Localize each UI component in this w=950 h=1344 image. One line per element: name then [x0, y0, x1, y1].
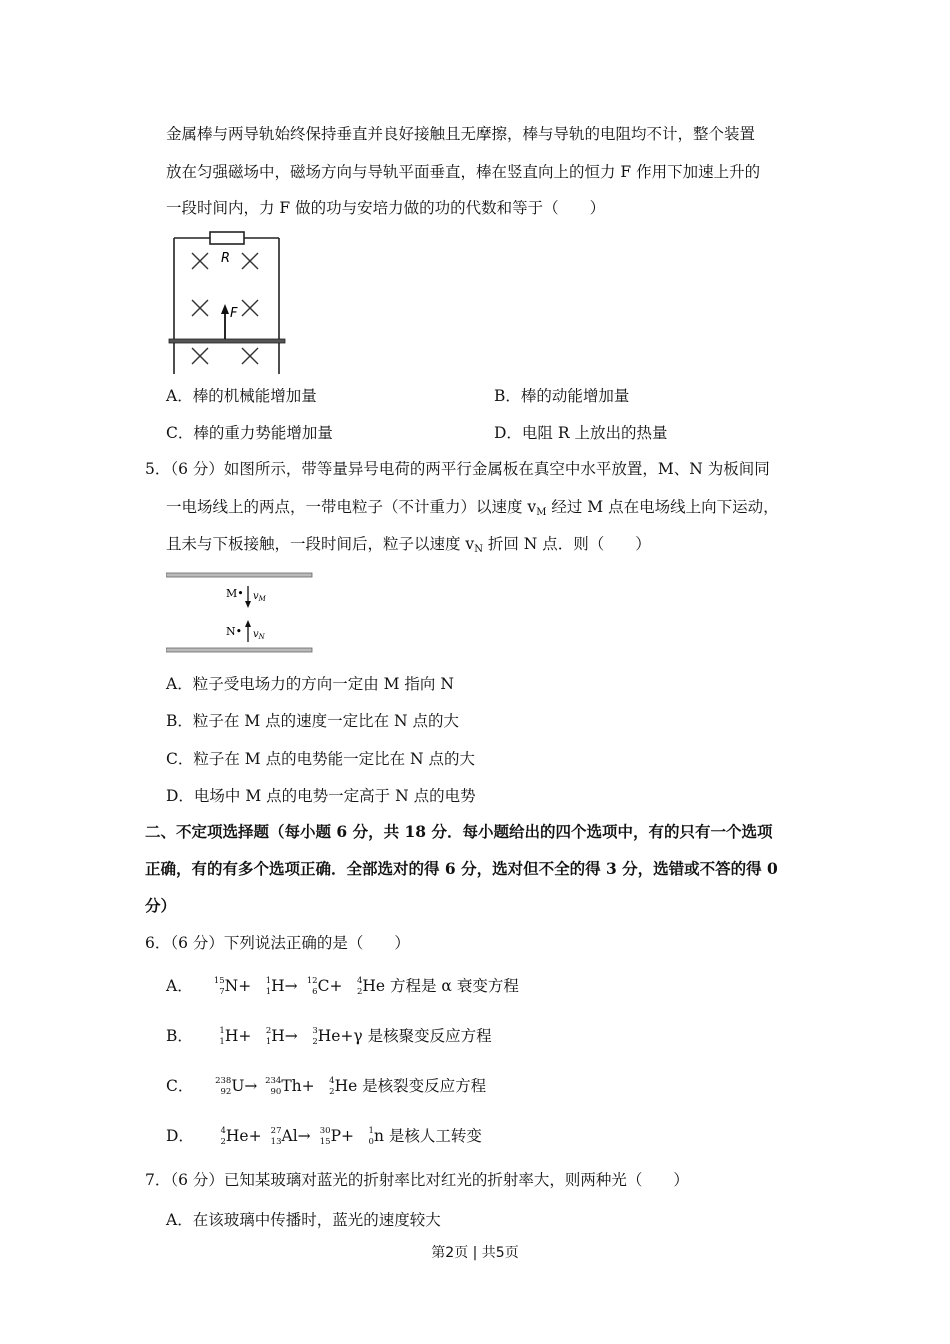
q4-option-d[interactable]: D．电阻 R 上放出的热量	[494, 424, 668, 442]
v-m-label: $v_M$	[253, 591, 266, 603]
q5-option-d[interactable]: D．电场中 M 点的电势一定高于 N 点的电势	[166, 787, 476, 805]
page-footer: 第2页 | 共5页	[431, 1245, 519, 1261]
q6-option-d[interactable]: D． 4 2 He+ 27 13 Al→ 30 15 P+ 1 0 n 是核人工转变	[166, 1126, 482, 1147]
resistor-label: R	[221, 251, 231, 266]
q7-option-a[interactable]: A．在该玻璃中传播时，蓝光的速度较大	[166, 1211, 441, 1229]
q4-option-c[interactable]: C．棒的重力势能增加量	[166, 424, 333, 442]
section2-heading-line-3: 分）	[145, 896, 177, 915]
q6-stem: 6．（6 分）下列说法正确的是（ ）	[145, 934, 410, 952]
q4-option-a[interactable]: A．棒的机械能增加量	[166, 387, 317, 405]
q4-circuit-figure	[166, 228, 288, 376]
q4-line-2: 放在匀强磁场中，磁场方向与导轨平面垂直，棒在竖直向上的恒力 F 作用下加速上升的	[166, 163, 761, 181]
resistor-icon	[210, 232, 244, 244]
upper-plate	[166, 573, 312, 577]
n-point-label: N•	[226, 625, 243, 638]
q5-option-b[interactable]: B．粒子在 M 点的速度一定比在 N 点的大	[166, 712, 460, 730]
m-point-label: M•	[226, 587, 244, 600]
q6-option-b[interactable]: B． 1 1 H+ 2 1 H→ 3 2 He+γ 是核聚变反应方程	[166, 1026, 492, 1047]
lower-plate	[166, 648, 312, 652]
section2-heading-line-2: 正确，有的有多个选项正确．全部选对的得 6 分，选对但不全的得 3 分，选错或不答的得 0	[145, 859, 778, 878]
q4-line-3: 一段时间内，力 F 做的功与安培力做的功的代数和等于（ ）	[166, 199, 606, 217]
q6-option-a[interactable]: A． 15 7 N+ 1 1 H→ 12 6 C+ 4 2 He 方程是 α 衰变方程	[166, 976, 519, 997]
q5-line-2: 一电场线上的两点，一带电粒子（不计重力）以速度 $v_M$ 经过 M 点在电场线上向下运动，	[166, 498, 779, 518]
v-n-arrow-icon	[245, 620, 251, 627]
q6-option-c[interactable]: C． 238 92 U→ 234 90 Th+ 4 2 He 是核裂变反应方程	[166, 1076, 487, 1097]
q5-option-a[interactable]: A．粒子受电场力的方向一定由 M 指向 N	[166, 675, 454, 693]
v-m-arrow-icon	[245, 601, 251, 608]
q5-plates-figure	[166, 570, 316, 656]
q4-line-1: 金属棒与两导轨始终保持垂直并良好接触且无摩擦，棒与导轨的电阻均不计，整个装置	[166, 125, 756, 143]
metal-rod	[169, 339, 285, 343]
force-arrow-icon	[221, 304, 229, 314]
q5-line-3: 且未与下板接触，一段时间后，粒子以速度 $v_N$ 折回 N 点．则（ ）	[166, 535, 651, 555]
q5-line-1: 5．（6 分）如图所示，带等量异号电荷的两平行金属板在真空中水平放置，M、N 为板间同	[145, 460, 770, 478]
q5-option-c[interactable]: C．粒子在 M 点的电势能一定比在 N 点的大	[166, 750, 476, 768]
section2-heading-line-1: 二、不定项选择题（每小题 6 分，共 18 分．每小题给出的四个选项中，有的只有一个选项	[145, 822, 773, 841]
q4-option-b[interactable]: B．棒的动能增加量	[494, 387, 630, 405]
q7-stem: 7．（6 分）已知某玻璃对蓝光的折射率比对红光的折射率大，则两种光（ ）	[145, 1171, 689, 1189]
force-label: F	[230, 306, 238, 321]
v-n-label: $v_N$	[253, 629, 265, 641]
